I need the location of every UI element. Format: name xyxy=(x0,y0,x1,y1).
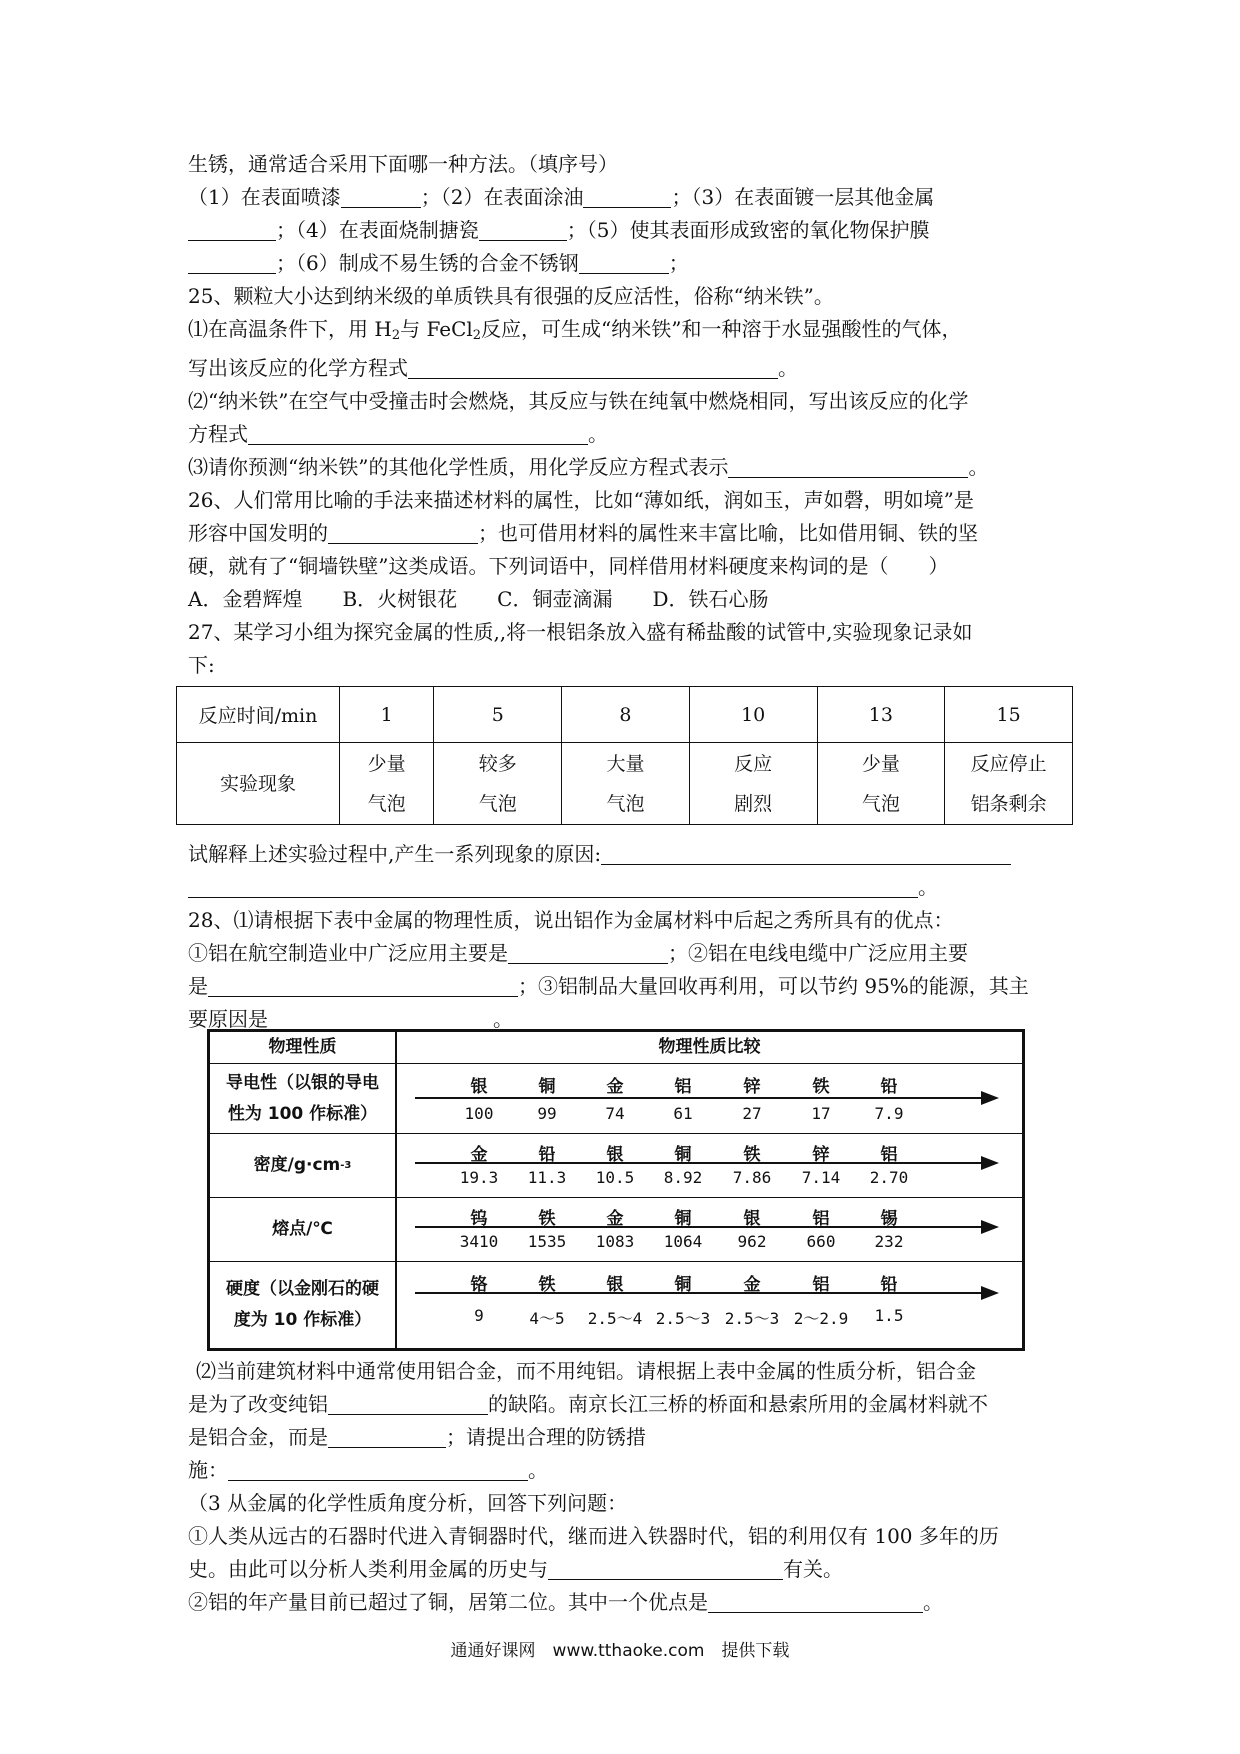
metal-value: 10.5 xyxy=(595,1168,635,1187)
metal-value: 1.5 xyxy=(874,1306,904,1325)
row-hardness xyxy=(397,1262,1022,1348)
metal-value: 962 xyxy=(737,1232,767,1251)
q28-title: 28、⑴请根据下表中金属的物理性质，说出铝作为金属材料中后起之秀所具有的优点： xyxy=(188,908,954,932)
answer-blank[interactable] xyxy=(601,843,1011,865)
answer-blank[interactable] xyxy=(268,1008,493,1030)
table-cell: 反应 剧烈 xyxy=(689,743,817,825)
text-line: ⑴在高温条件下，用 $H_2$与 FeCl$_2$反应，可生成“纳米铁”和一种溶于水显强酸性的气体， xyxy=(188,317,962,343)
table-cell: 15 xyxy=(945,687,1073,743)
metal-value: 1064 xyxy=(663,1232,703,1251)
answer-blank[interactable] xyxy=(548,1558,783,1580)
metal-name: 铜 xyxy=(674,1209,692,1229)
answer-blank[interactable] xyxy=(479,219,567,241)
text-line: ②铝的年产量目前已超过了铜，居第二位。其中一个优点是 。 xyxy=(188,1590,943,1614)
metal-value: 74 xyxy=(605,1104,625,1123)
text-line: （1）在表面喷漆 ；（2）在表面涂油 ；（3）在表面镀一层其他金属 xyxy=(188,185,935,209)
metal-name: 金 xyxy=(606,1077,624,1097)
metal-name: 银 xyxy=(743,1209,761,1229)
answer-blank[interactable] xyxy=(579,252,669,274)
metal-value: 99 xyxy=(537,1104,557,1123)
metal-value: 11.3 xyxy=(527,1168,567,1187)
q27-title: 27、某学习小组为探究金属的性质,,将一根铝条放入盛有稀盐酸的试管中,实验现象记录如 xyxy=(188,620,973,644)
text-line: 要原因是 。 xyxy=(188,1007,513,1031)
answer-blank[interactable] xyxy=(708,1591,923,1613)
text-line: 施： 。 xyxy=(188,1458,548,1482)
table-cell: 少量 气泡 xyxy=(817,743,945,825)
table-cell: 较多 气泡 xyxy=(434,743,562,825)
row-density xyxy=(397,1134,1022,1198)
table-header: 物理性质比较 xyxy=(397,1032,1022,1064)
metal-value: 7.9 xyxy=(874,1104,904,1123)
text-line: ①铝在航空制造业中广泛应用主要是 ；②铝在电线电缆中广泛应用主要 xyxy=(188,941,968,965)
table-cell: 实验现象 xyxy=(177,743,340,825)
metal-value: 232 xyxy=(874,1232,904,1251)
metal-name: 铅 xyxy=(538,1145,556,1165)
metal-name: 锌 xyxy=(743,1077,761,1097)
answer-blank[interactable] xyxy=(188,252,276,274)
answer-blank[interactable] xyxy=(228,1459,528,1481)
row-conductivity xyxy=(397,1064,1022,1134)
page-body-2 xyxy=(188,838,1058,1036)
row-label-conductivity: 导电性（以银的导电 性为 100 作标准） xyxy=(210,1064,395,1134)
metal-name: 银 xyxy=(606,1275,624,1295)
metal-name: 铬 xyxy=(470,1275,488,1295)
text-line: ；（4）在表面烧制搪瓷 ；（5）使其表面形成致密的氧化物保护膜 xyxy=(188,214,1058,247)
text-line: ⑵“纳米铁”在空气中受撞击时会燃烧，其反应与铁在纯氧中燃烧相同，写出该反应的化学 xyxy=(188,389,969,413)
metal-value: 1083 xyxy=(595,1232,635,1251)
q25-title: 25、颗粒大小达到纳米级的单质铁具有很强的反应活性，俗称“纳米铁”。 xyxy=(188,284,834,308)
row-label-density: 密度/g·cm -3 xyxy=(210,1134,395,1198)
text-line: 方程式 。 xyxy=(188,422,608,446)
metal-name: 锡 xyxy=(880,1209,898,1229)
metal-value: 2.5～3 xyxy=(655,1309,711,1328)
metal-name: 铝 xyxy=(674,1077,692,1097)
metal-value: 4～5 xyxy=(529,1309,565,1328)
table-cell: 8 xyxy=(562,687,690,743)
metal-name: 铁 xyxy=(743,1145,761,1165)
metal-name: 金 xyxy=(743,1275,761,1295)
table-cell: 1 xyxy=(339,687,434,743)
metal-value: 61 xyxy=(673,1104,693,1123)
table-cell: 13 xyxy=(817,687,945,743)
q26-title: 26、人们常用比喻的手法来描述材料的属性，比如“薄如纸，润如玉，声如磬，明如境”是 xyxy=(188,488,974,512)
page-body xyxy=(188,148,1058,682)
metal-value: 17 xyxy=(811,1104,831,1123)
answer-blank[interactable] xyxy=(328,1393,488,1415)
q26-options: A．金碧辉煌 B．火树银花 C．铜壶滴漏 D．铁石心肠 xyxy=(188,587,769,611)
metal-value: 2.5～3 xyxy=(724,1309,780,1328)
metal-value: 8.92 xyxy=(663,1168,703,1187)
text-line: ；（6）制成不易生锈的合金不锈钢 ； xyxy=(188,247,1058,280)
metal-name: 铁 xyxy=(538,1275,556,1295)
table-cell: 10 xyxy=(689,687,817,743)
text-line: 是 ；③铝制品大量回收再利用，可以节约 95%的能源，其主 xyxy=(188,974,1029,998)
metal-value: 27 xyxy=(742,1104,762,1123)
table-cell: 大量 气泡 xyxy=(562,743,690,825)
text-line: 形容中国发明的 ；也可借用材料的属性来丰富比喻，比如借用铜、铁的坚 xyxy=(188,521,978,545)
metal-name: 铅 xyxy=(880,1077,898,1097)
metal-name: 金 xyxy=(606,1209,624,1229)
answer-blank[interactable] xyxy=(728,456,968,478)
row-label-hardness: 硬度（以金刚石的硬 度为 10 作标准） xyxy=(226,1279,379,1330)
metal-name: 银 xyxy=(470,1077,488,1097)
metal-value: 3410 xyxy=(459,1232,499,1251)
metal-properties-table xyxy=(207,1029,1025,1351)
metal-value: 7.14 xyxy=(801,1168,841,1187)
metal-name: 银 xyxy=(606,1145,624,1165)
metal-value: 2.5～4 xyxy=(587,1309,643,1328)
metal-name: 铜 xyxy=(674,1145,692,1165)
page-body-3 xyxy=(188,1355,1058,1619)
text-line: 史。由此可以分析人类利用金属的历史与 有关。 xyxy=(188,1557,843,1581)
metal-value: 19.3 xyxy=(459,1168,499,1187)
metal-value: 2～2.9 xyxy=(793,1309,849,1328)
arrow-icon xyxy=(415,1097,995,1099)
table-cell: 反应停止 铝条剩余 xyxy=(945,743,1073,825)
metal-name: 铁 xyxy=(538,1209,556,1229)
row-label-melting-point: 熔点/℃ xyxy=(210,1198,395,1262)
metal-value: 1535 xyxy=(527,1232,567,1251)
table-cell: 反应时间/min xyxy=(177,687,340,743)
metal-name: 铁 xyxy=(812,1077,830,1097)
answer-blank[interactable] xyxy=(583,186,671,208)
metal-name: 铜 xyxy=(538,1077,556,1097)
text-line: 试解释上述实验过程中,产生一系列现象的原因: xyxy=(188,838,1058,871)
metal-name: 铝 xyxy=(812,1275,830,1295)
text-line: 。 xyxy=(188,871,1058,904)
metal-name: 钨 xyxy=(470,1209,488,1229)
table-cell: 5 xyxy=(434,687,562,743)
text-line: 写出该反应的化学方程式 。 xyxy=(188,356,798,380)
answer-blank[interactable] xyxy=(341,186,421,208)
metal-name: 铜 xyxy=(674,1275,692,1295)
metal-value: 7.86 xyxy=(732,1168,772,1187)
metal-name: 铝 xyxy=(812,1209,830,1229)
answer-blank[interactable] xyxy=(328,1426,446,1448)
text-line: 硬，就有了“铜墙铁壁”这类成语。下列词语中，同样借用材料硬度来构词的是（ ） xyxy=(188,554,949,578)
metal-value: 660 xyxy=(806,1232,836,1251)
metal-value: 100 xyxy=(464,1104,494,1123)
answer-blank[interactable] xyxy=(188,876,918,898)
metal-name: 铅 xyxy=(880,1275,898,1295)
metal-name: 铝 xyxy=(880,1145,898,1165)
metal-value: 9 xyxy=(474,1306,484,1325)
answer-blank[interactable] xyxy=(248,423,588,445)
metal-name: 金 xyxy=(470,1145,488,1165)
answer-blank[interactable] xyxy=(328,522,478,544)
text-line: 下: xyxy=(188,653,215,677)
text-line: ①人类从远古的石器时代进入青铜器时代，继而进入铁器时代，铝的利用仅有 100 多年的历 xyxy=(188,1524,999,1548)
text-line: （3 从金属的化学性质角度分析，回答下列问题： xyxy=(188,1491,628,1515)
text-line: 是为了改变纯铝 的缺陷。南京长江三桥的桥面和悬索所用的金属材料就不 xyxy=(188,1392,988,1416)
table-header: 物理性质 xyxy=(210,1032,395,1064)
metal-value: 2.70 xyxy=(869,1168,909,1187)
answer-blank[interactable] xyxy=(508,942,668,964)
q27-table xyxy=(176,686,1073,825)
table-cell: 少量 气泡 xyxy=(339,743,434,825)
answer-blank[interactable] xyxy=(208,975,518,997)
row-melting-point xyxy=(397,1198,1022,1262)
answer-blank[interactable] xyxy=(408,357,778,379)
page-footer: 通通好课网 www.tthaoke.com 提供下载 xyxy=(450,1641,790,1661)
answer-blank[interactable] xyxy=(188,219,276,241)
metal-name: 锌 xyxy=(812,1145,830,1165)
text-line: 是铝合金，而是 ；请提出合理的防锈措 xyxy=(188,1425,646,1449)
text-line: ⑶请你预测“纳米铁”的其他化学性质，用化学反应方程式表示 。 xyxy=(188,455,989,479)
text-line: ⑵当前建筑材料中通常使用铝合金，而不用纯铝。请根据上表中金属的性质分析，铝合金 xyxy=(196,1359,976,1383)
text-line: 生锈，通常适合采用下面哪一种方法。（填序号） xyxy=(188,152,618,176)
